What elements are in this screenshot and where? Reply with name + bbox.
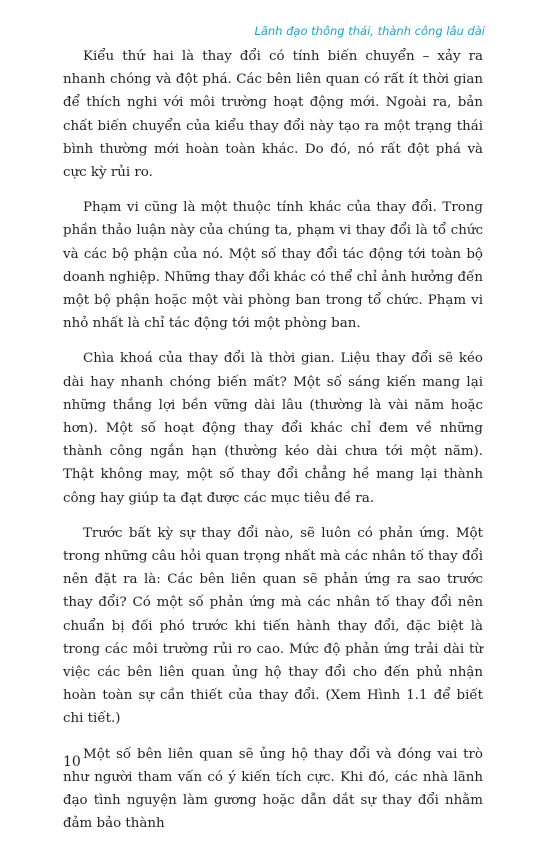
paragraph: Chìa khoá của thay đổi là thời gian. Liệu thay đổi sẽ kéo dài hay nhanh chóng biến mất? Một số sáng kiến mang lại những thắng lợi bền vững dài lâu (thường là vài năm hoặc hơn). Một số hoạt động thay đổi khác chỉ đem về những thành công ngắn hạn (thường kéo dài chưa tới một năm). Thật không may, một số thay đổi chẳng hề mang lại thành công hay giúp ta đạt được các mục tiêu đề ra.	[63, 351, 483, 506]
paragraph: Một số bên liên quan sẽ ủng hộ thay đổi và đóng vai trò như người tham vấn có ý kiến tích cực. Khi đó, các nhà lãnh đạo tình nguyện làm gương hoặc dẫn dắt sự thay đổi nhằm đảm bảo thành	[63, 746, 483, 832]
paragraph: Phạm vi cũng là một thuộc tính khác của thay đổi. Trong phần thảo luận này của chúng ta, phạm vi thay đổi là tổ chức và các bộ phận của nó. Một số thay đổi tác động tới toàn bộ doanh nghiệp. Những thay đổi khác có thể chỉ ảnh hưởng đến một bộ phận hoặc một vài phòng ban trong tổ chức. Phạm vi nhỏ nhất là chỉ tác động tới một phòng ban.	[63, 200, 483, 332]
body-text	[63, 45, 483, 848]
paragraph: Kiểu thứ hai là thay đổi có tính biến chuyển – xảy ra nhanh chóng và đột phá. Các bên liên quan có rất ít thời gian để thích nghi với môi trường hoạt động mới. Ngoài ra, bản chất biến chuyển của kiểu thay đổi này tạo ra một trạng thái bình thường mới hoàn toàn khác. Do đó, nó rất đột phá và cực kỳ rủi ro.	[63, 49, 483, 181]
paragraph: Trước bất kỳ sự thay đổi nào, sẽ luôn có phản ứng. Một trong những câu hỏi quan trọng nhất mà các nhân tố thay đổi nên đặt ra là: Các bên liên quan sẽ phản ứng ra sao trước thay đổi? Có một số phản ứng mà các nhân tố thay đổi nên chuẩn bị đối phó trước khi tiến hành thay đổi, đặc biệt là trong các môi trường rủi ro cao. Mức độ phản ứng trải dài từ việc các bên liên quan ủng hộ thay đổi cho đến phủ nhận hoàn toàn sự cần thiết của thay đổi. (Xem Hình 1.1 để biết chi tiết.)	[63, 525, 483, 727]
page-number: 10	[63, 754, 81, 770]
running-header: Lãnh đạo thông thái, thành công lâu dài	[254, 24, 485, 38]
